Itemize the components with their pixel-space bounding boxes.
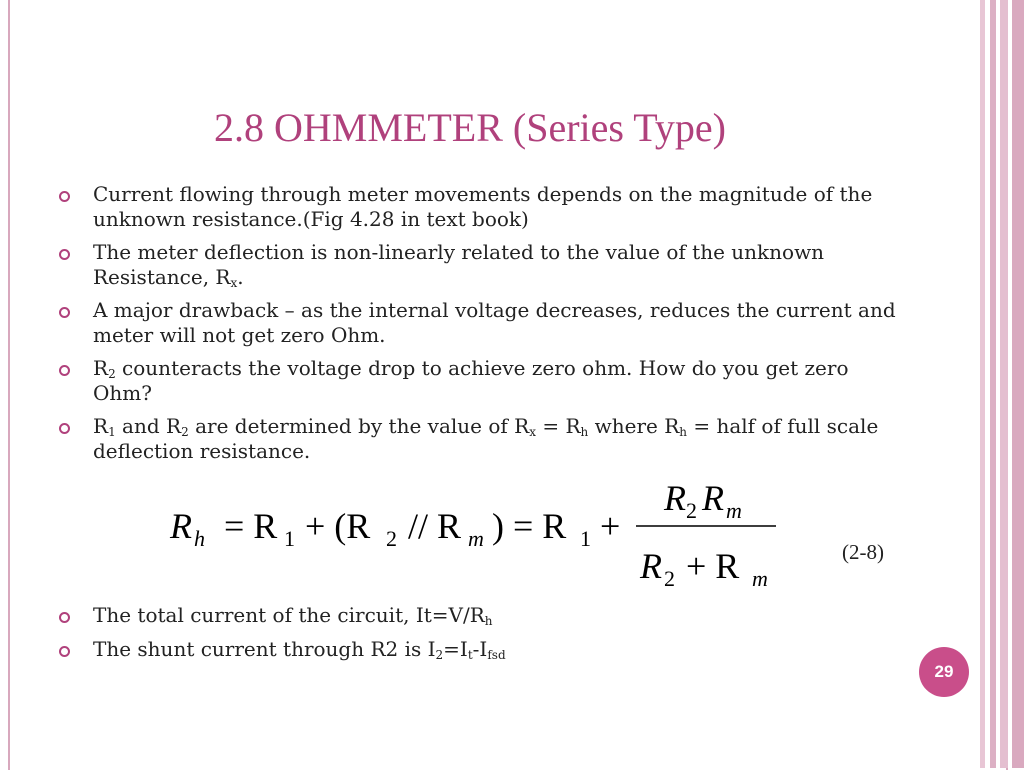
bullet-text: where R — [588, 414, 680, 438]
formula-num-b-sub: m — [726, 498, 742, 523]
bullet-text: R — [93, 414, 109, 438]
bullet-text: The shunt current through R2 is I — [93, 636, 436, 661]
bullet-text: and R — [115, 414, 182, 438]
formula-den-b-sub: m — [752, 566, 768, 591]
formula-rh — [170, 478, 790, 594]
bullet-item — [58, 603, 900, 628]
formula-den-a: R — [640, 546, 662, 586]
bullet-text: R — [93, 356, 109, 380]
subscript: 1 — [108, 425, 116, 439]
bullet-item — [58, 637, 900, 662]
bullet-item — [58, 240, 900, 289]
subscript: x — [529, 425, 536, 439]
bullet-text: counteracts the voltage drop to achieve zero ohm. How do you get zero Ohm? — [93, 356, 849, 405]
formula-par-sub: m — [468, 526, 484, 551]
bullet-text: The total current of the circuit, It=V/R — [93, 603, 485, 627]
bullet-icon — [59, 646, 70, 657]
formula-den-plus: + R — [686, 546, 740, 586]
subscript: t — [467, 647, 473, 662]
formula-svg — [170, 478, 790, 594]
formula-paren: + (R — [305, 506, 371, 546]
subscript: h — [679, 425, 687, 439]
subscript: h — [580, 425, 589, 439]
decorative-stripes — [980, 0, 1024, 768]
formula-close: ) = R — [492, 506, 567, 546]
bullet-text: The meter deflection is non-linearly related to the value of the unknown Resistance, R — [93, 240, 825, 289]
bullet-icon — [59, 365, 70, 376]
subscript: fsd — [487, 647, 506, 662]
bullet-item — [58, 356, 900, 405]
bullet-item — [58, 298, 900, 347]
formula-close-sub: 1 — [580, 526, 591, 551]
formula-lhs-sub: h — [194, 526, 205, 551]
formula-mid-sub: 1 — [284, 526, 295, 551]
bullet-text: A major drawback – as the internal voltage decreases, reduces the current and meter will not get zero Ohm. — [93, 298, 896, 347]
subscript: x — [230, 275, 238, 290]
subscript: 2 — [435, 647, 444, 662]
bullet-list — [58, 182, 900, 472]
bullet-list-bottom — [58, 603, 900, 670]
formula-den-a-sub: 2 — [664, 566, 675, 591]
bullet-text: are determined by the value of R — [188, 414, 530, 438]
slide-title: 2.8 OHMMETER (Series Type) — [214, 105, 726, 150]
formula-mid: = R — [224, 506, 278, 546]
subscript: 2 — [108, 367, 116, 381]
bullet-text: . — [237, 264, 244, 289]
bullet-text: Current flowing through meter movements depends on the magnitude of the unknown resistance.(Fig 4.28 in text book) — [93, 182, 873, 231]
formula-num-b: R — [702, 478, 724, 518]
formula-num-a: R — [664, 478, 686, 518]
bullet-icon — [59, 423, 70, 434]
bullet-icon — [59, 191, 70, 202]
bullet-text: -I — [472, 636, 488, 661]
bullet-item — [58, 182, 900, 231]
bullet-icon — [59, 307, 70, 318]
formula-num-a-sub: 2 — [686, 498, 697, 523]
bullet-icon — [59, 612, 70, 623]
page-number-badge: 29 — [919, 647, 969, 697]
formula-lhs: R — [170, 506, 192, 546]
bullet-item — [58, 414, 900, 463]
bullet-text: =I — [443, 636, 468, 661]
subscript: 2 — [181, 425, 189, 439]
bullet-text: = R — [535, 414, 581, 438]
bullet-text: = half of full scale deflection resistance. — [93, 414, 879, 463]
formula-paren-sub: 2 — [386, 526, 397, 551]
subscript: h — [484, 614, 493, 628]
bullet-icon — [59, 249, 70, 260]
formula-par-op: // R — [408, 506, 462, 546]
equation-number: (2-8) — [842, 540, 884, 564]
formula-plus: + — [600, 506, 621, 546]
